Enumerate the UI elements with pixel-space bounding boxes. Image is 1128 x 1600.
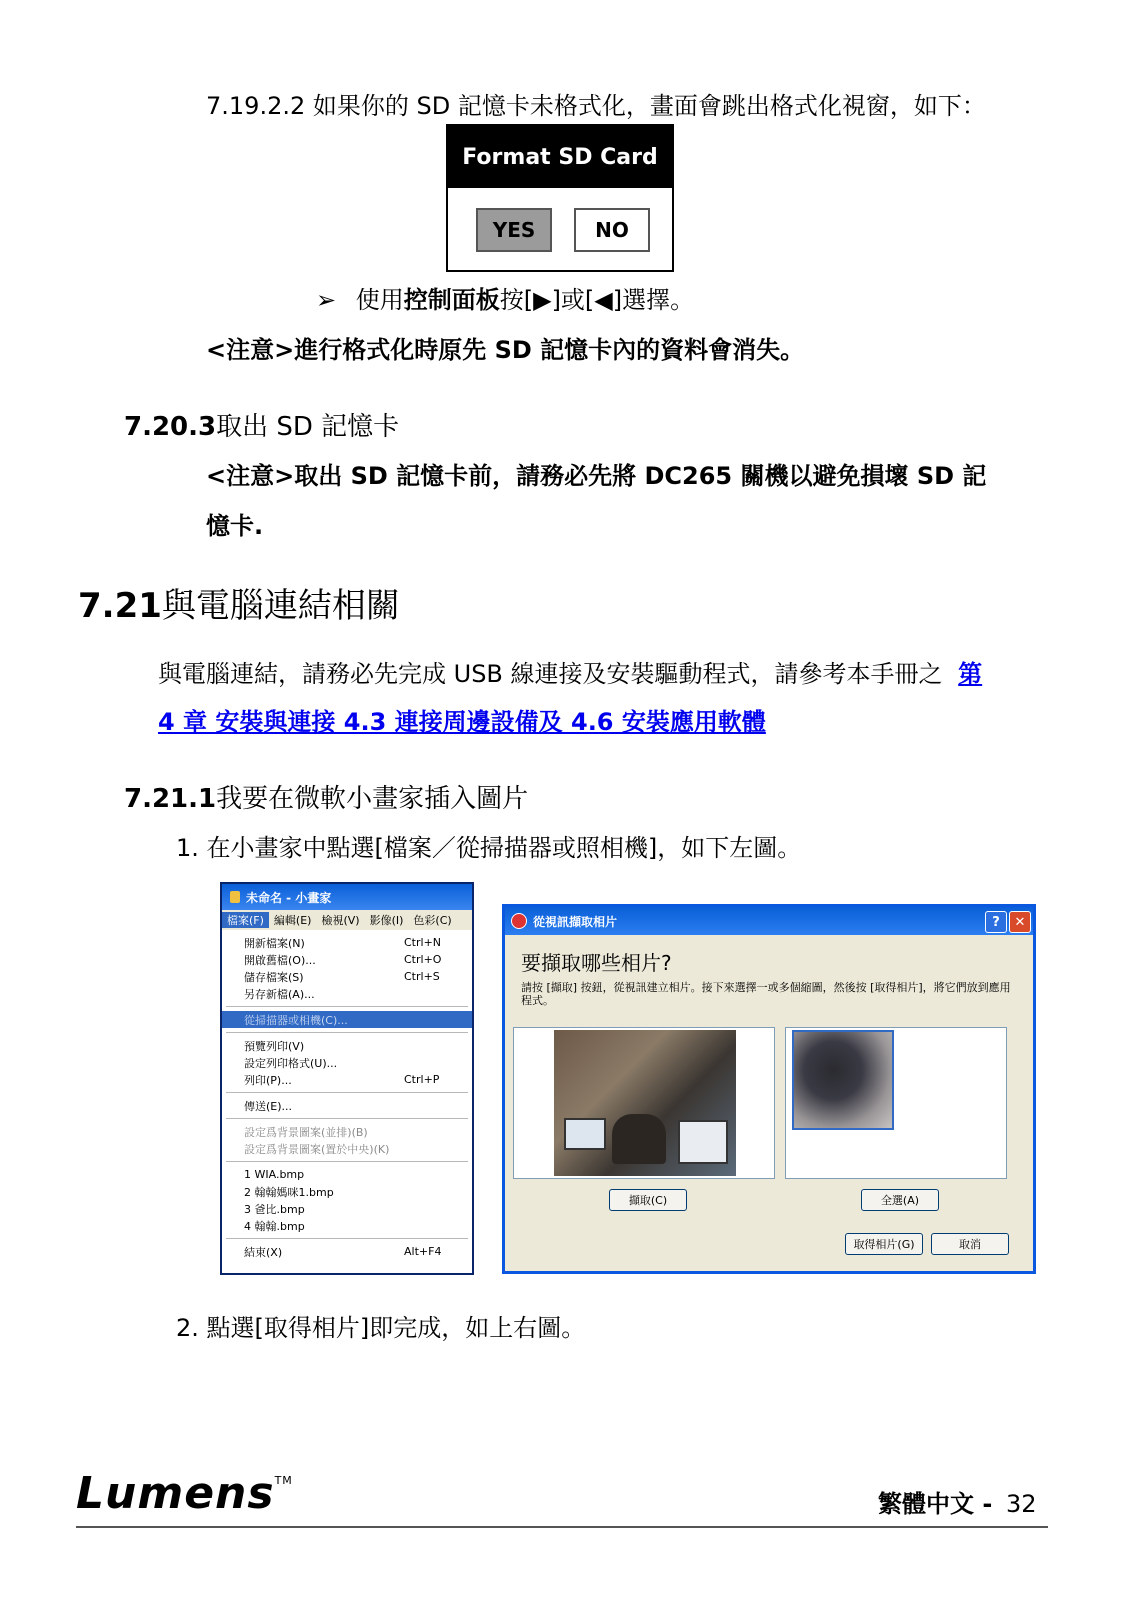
section-7-20-3 <box>124 406 399 443</box>
menu-item-label: 設定爲背景圖案(置於中央)(K) <box>244 1142 390 1156</box>
note-remove-line1: <注意>取出 SD 記憶卡前，請務必先將 DC265 關機以避免損壞 SD 記 <box>206 462 987 490</box>
section-7-19-2-2: 7.19.2.2 如果你的 SD 記憶卡未格式化，畫面會跳出格式化視窗，如下： <box>206 92 986 120</box>
section-7-21-title: 與電腦連結相關 <box>161 586 400 626</box>
monitor-shape <box>678 1120 728 1164</box>
bullet-mark: ➢ <box>316 286 337 314</box>
section-7-21-1 <box>124 778 528 815</box>
person-shape <box>612 1114 666 1164</box>
paint-app-icon <box>230 891 240 903</box>
note-remove-line2: 憶卡. <box>206 512 264 540</box>
menu-item-label: 設定列印格式(U)... <box>244 1056 338 1070</box>
paint-file-dropdown <box>222 930 472 1260</box>
step-2: 2. 點選[取得相片]即完成，如上右圖。 <box>176 1314 586 1342</box>
menu-item-save-as[interactable] <box>222 985 472 1002</box>
paint-title: 未命名 - 小畫家 <box>246 890 332 905</box>
help-button[interactable]: ? <box>985 911 1007 933</box>
lumens-logo <box>76 1468 293 1519</box>
thumbnail-pane <box>785 1027 1007 1179</box>
menu-item-label: 開新檔案(N) <box>244 936 305 950</box>
close-button[interactable]: ✕ <box>1009 911 1031 933</box>
footer-page <box>878 1484 1037 1519</box>
menu-separator <box>226 1006 468 1007</box>
section-7-21-1-num: 7.21.1 <box>124 784 217 814</box>
note-format: <注意>進行格式化時原先 SD 記憶卡內的資料會消失。 <box>206 336 805 364</box>
menu-separator <box>226 1118 468 1119</box>
menu-item-label: 2 翰翰媽咪1.bmp <box>244 1185 334 1199</box>
menu-item-send[interactable] <box>222 1097 472 1114</box>
paint-menubar <box>222 910 472 930</box>
format-sd-dialog <box>446 124 674 272</box>
step-1: 1. 在小畫家中點選[檔案／從掃描器或照相機]，如下左圖。 <box>176 834 802 862</box>
monitor-shape <box>564 1118 606 1150</box>
select-all-button[interactable]: 全選(A) <box>861 1189 939 1211</box>
menu-item-exit[interactable] <box>222 1243 472 1260</box>
section-7-20-3-num: 7.20.3 <box>124 412 217 442</box>
video-preview-pane <box>513 1027 775 1179</box>
bullet-line <box>316 280 694 315</box>
logo-text: Lumens <box>76 1468 275 1519</box>
menu-item-label: 1 WIA.bmp <box>244 1168 305 1181</box>
menu-separator <box>226 1092 468 1093</box>
menu-item-print[interactable] <box>222 1071 472 1088</box>
cancel-button[interactable]: 取消 <box>931 1233 1009 1255</box>
connect-paragraph-text: 與電腦連結，請務必先完成 USB 線連接及安裝驅動程式，請參考本手冊之 <box>158 660 943 688</box>
menu-item-label: 列印(P)... <box>244 1073 292 1087</box>
menu-item-print-preview[interactable] <box>222 1037 472 1054</box>
menu-edit[interactable]: 編輯(E) <box>273 914 312 927</box>
menu-item-from-scanner[interactable] <box>222 1011 472 1028</box>
scan-description: 請按 [擷取] 按鈕，從視訊建立相片。接下來選擇一或多個縮圖，然後按 [取得相片]，將它們放到應用程式。 <box>521 981 1011 1007</box>
get-pictures-button[interactable]: 取得相片(G) <box>845 1233 923 1255</box>
menu-item-bg-tile <box>222 1123 472 1140</box>
menu-file[interactable]: 檔案(F) <box>222 912 269 928</box>
connect-paragraph-line1 <box>158 654 982 689</box>
menu-item-shortcut: Ctrl+O <box>404 953 442 966</box>
bullet-bold: 控制面板 <box>403 286 500 314</box>
menu-item-shortcut: Ctrl+N <box>404 936 442 949</box>
menu-item-bg-center <box>222 1140 472 1157</box>
menu-item-save[interactable] <box>222 968 472 985</box>
menu-item-label: 儲存檔案(S) <box>244 970 304 984</box>
yes-button[interactable]: YES <box>476 208 552 252</box>
menu-item-label: 開啟舊檔(O)... <box>244 953 316 967</box>
section-7-20-3-title: 取出 SD 記憶卡 <box>216 412 400 442</box>
connect-paragraph-line2 <box>158 702 766 737</box>
page-number: 32 <box>1005 1490 1037 1518</box>
menu-item-recent[interactable] <box>222 1217 472 1234</box>
bullet-pre: 使用 <box>355 286 404 314</box>
menu-item-page-setup[interactable] <box>222 1054 472 1071</box>
menu-item-label: 設定爲背景圖案(並排)(B) <box>244 1125 368 1139</box>
menu-item-recent[interactable] <box>222 1166 472 1183</box>
bullet-post: 按[▶]或[◀]選擇。 <box>499 286 695 314</box>
menu-item-shortcut: Ctrl+P <box>404 1073 440 1086</box>
menu-item-label: 從掃描器或相機(C)... <box>244 1013 348 1027</box>
scan-question: 要擷取哪些相片? <box>521 951 672 975</box>
trademark: TM <box>274 1474 293 1487</box>
menu-item-label: 4 翰翰.bmp <box>244 1219 305 1233</box>
captured-thumbnail[interactable] <box>792 1030 894 1130</box>
menu-item-shortcut: Ctrl+S <box>404 970 440 983</box>
video-preview-image <box>554 1030 736 1176</box>
camera-icon <box>511 913 527 929</box>
menu-separator <box>226 1161 468 1162</box>
scan-title: 從視訊擷取相片 <box>533 914 618 929</box>
footer-rule <box>76 1526 1048 1528</box>
chapter-link-part2[interactable]: 4 章 安裝與連接 4.3 連接周邊設備及 4.6 安裝應用軟體 <box>158 708 766 736</box>
menu-item-label: 結束(X) <box>244 1245 283 1259</box>
section-7-21-1-title: 我要在微軟小畫家插入圖片 <box>216 784 529 814</box>
menu-item-label: 傳送(E)... <box>244 1099 293 1113</box>
menu-item-new[interactable] <box>222 934 472 951</box>
no-button[interactable]: NO <box>574 208 650 252</box>
menu-item-shortcut: Alt+F4 <box>404 1245 442 1258</box>
paint-file-menu-screenshot <box>220 882 474 1275</box>
menu-separator <box>226 1032 468 1033</box>
section-7-21 <box>78 578 400 627</box>
format-dialog-title: Format SD Card <box>448 126 672 188</box>
menu-item-label: 預覽列印(V) <box>244 1039 305 1053</box>
section-7-21-num: 7.21 <box>78 586 162 626</box>
chapter-link-part1[interactable]: 第 <box>958 660 983 688</box>
menu-item-open[interactable] <box>222 951 472 968</box>
menu-color[interactable]: 色彩(C) <box>413 914 452 927</box>
menu-item-label: 3 爸比.bmp <box>244 1202 305 1216</box>
menu-view[interactable]: 檢視(V) <box>321 914 360 927</box>
menu-separator <box>226 1238 468 1239</box>
menu-image[interactable]: 影像(I) <box>369 914 404 927</box>
footer-lang: 繁體中文 - <box>878 1490 993 1518</box>
paint-title-bar <box>222 884 472 910</box>
scan-title-bar <box>505 907 1033 935</box>
capture-photo-dialog-screenshot <box>502 904 1036 1274</box>
capture-button[interactable]: 擷取(C) <box>609 1189 687 1211</box>
menu-item-recent[interactable] <box>222 1183 472 1200</box>
menu-item-label: 另存新檔(A)... <box>244 987 315 1001</box>
menu-item-recent[interactable] <box>222 1200 472 1217</box>
